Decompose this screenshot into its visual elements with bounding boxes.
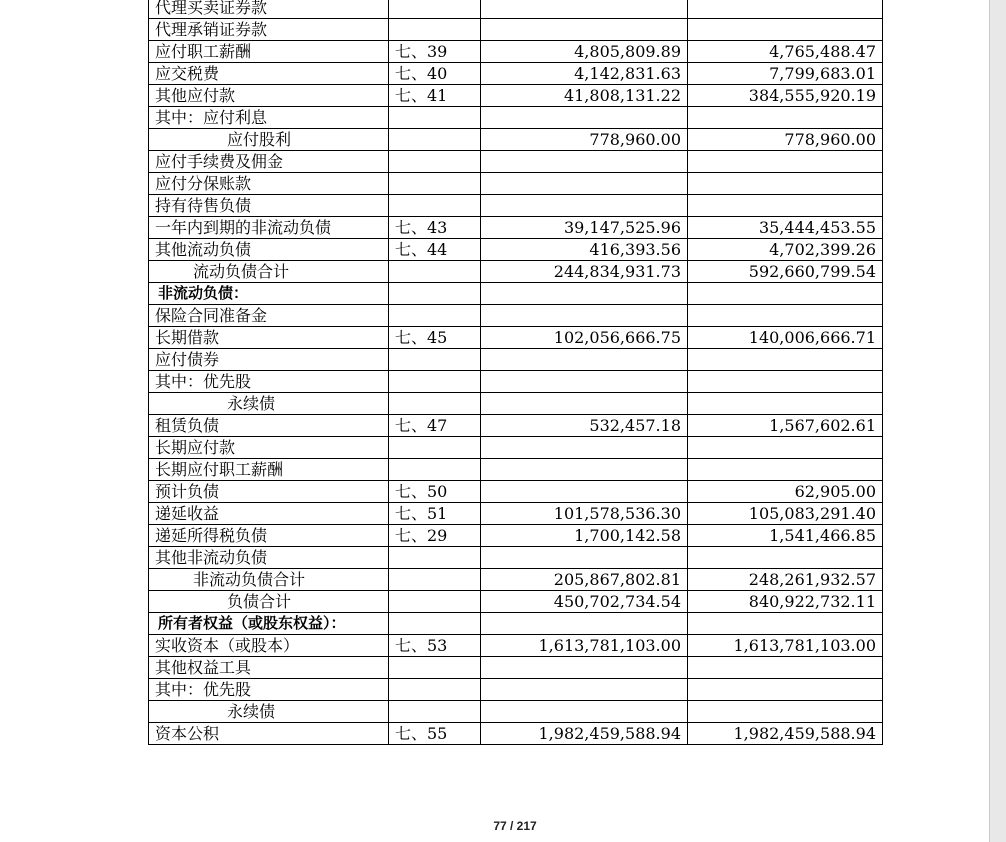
- table-row: [149, 195, 883, 217]
- table-row: [149, 679, 883, 701]
- period-begin-amount-cell: [688, 679, 883, 701]
- period-end-amount-cell: [481, 547, 688, 569]
- note-ref-cell: 七、45: [389, 327, 481, 349]
- item-name-cell: 其中：应付利息: [149, 107, 389, 129]
- note-ref-cell: 七、44: [389, 239, 481, 261]
- period-end-amount-cell: [481, 151, 688, 173]
- note-ref-cell: [389, 349, 481, 371]
- table-row: [149, 129, 883, 151]
- note-ref-cell: [389, 371, 481, 393]
- period-end-amount-cell: 450,702,734.54: [481, 591, 688, 613]
- item-name-cell: 所有者权益（或股东权益）：: [149, 613, 389, 635]
- table-row: [149, 349, 883, 371]
- item-name-cell: 永续债: [149, 701, 389, 723]
- period-begin-amount-cell: [688, 283, 883, 305]
- table-row: [149, 503, 883, 525]
- note-ref-cell: [389, 393, 481, 415]
- note-ref-cell: [389, 107, 481, 129]
- item-name-cell: 应付债券: [149, 349, 389, 371]
- item-name-cell: 流动负债合计: [149, 261, 389, 283]
- period-end-amount-cell: [481, 459, 688, 481]
- period-begin-amount-cell: [688, 459, 883, 481]
- period-begin-amount-cell: 4,702,399.26: [688, 239, 883, 261]
- period-end-amount-cell: 532,457.18: [481, 415, 688, 437]
- period-end-amount-cell: 39,147,525.96: [481, 217, 688, 239]
- table-row: [149, 63, 883, 85]
- section-header-row: [149, 613, 883, 635]
- note-ref-cell: [389, 701, 481, 723]
- note-ref-cell: 七、50: [389, 481, 481, 503]
- balance-sheet-table: [148, 0, 883, 745]
- page-number: 77 / 217: [493, 819, 537, 833]
- note-ref-cell: 七、55: [389, 723, 481, 745]
- note-ref-cell: 七、47: [389, 415, 481, 437]
- note-ref-cell: [389, 547, 481, 569]
- note-ref-cell: 七、29: [389, 525, 481, 547]
- period-begin-amount-cell: 105,083,291.40: [688, 503, 883, 525]
- item-name-cell: 其他非流动负债: [149, 547, 389, 569]
- table-row: [149, 635, 883, 657]
- note-ref-cell: 七、51: [389, 503, 481, 525]
- period-begin-amount-cell: [688, 195, 883, 217]
- period-begin-amount-cell: [688, 107, 883, 129]
- note-ref-cell: [389, 679, 481, 701]
- note-ref-cell: [389, 0, 481, 19]
- item-name-cell: 非流动负债：: [149, 283, 389, 305]
- period-end-amount-cell: [481, 173, 688, 195]
- period-begin-amount-cell: [688, 305, 883, 327]
- period-end-amount-cell: 205,867,802.81: [481, 569, 688, 591]
- item-name-cell: 其他应付款: [149, 85, 389, 107]
- period-begin-amount-cell: [688, 19, 883, 41]
- period-begin-amount-cell: 1,613,781,103.00: [688, 635, 883, 657]
- note-ref-cell: [389, 657, 481, 679]
- item-name-cell: 其他流动负债: [149, 239, 389, 261]
- period-end-amount-cell: [481, 657, 688, 679]
- item-name-cell: 应付股利: [149, 129, 389, 151]
- item-name-cell: 应付手续费及佣金: [149, 151, 389, 173]
- period-end-amount-cell: [481, 679, 688, 701]
- period-end-amount-cell: [481, 613, 688, 635]
- period-end-amount-cell: [481, 19, 688, 41]
- period-begin-amount-cell: 62,905.00: [688, 481, 883, 503]
- table-row: [149, 305, 883, 327]
- note-ref-cell: [389, 195, 481, 217]
- note-ref-cell: [389, 261, 481, 283]
- item-name-cell: 递延所得税负债: [149, 525, 389, 547]
- note-ref-cell: [389, 437, 481, 459]
- period-end-amount-cell: 778,960.00: [481, 129, 688, 151]
- item-name-cell: 保险合同准备金: [149, 305, 389, 327]
- period-end-amount-cell: [481, 0, 688, 19]
- period-end-amount-cell: [481, 107, 688, 129]
- table-row: [149, 459, 883, 481]
- table-row: [149, 393, 883, 415]
- period-end-amount-cell: 1,613,781,103.00: [481, 635, 688, 657]
- item-name-cell: 实收资本（或股本）: [149, 635, 389, 657]
- table-row: [149, 371, 883, 393]
- period-begin-amount-cell: [688, 437, 883, 459]
- item-name-cell: 其中：优先股: [149, 371, 389, 393]
- note-ref-cell: 七、53: [389, 635, 481, 657]
- period-end-amount-cell: 416,393.56: [481, 239, 688, 261]
- table-row: [149, 327, 883, 349]
- note-ref-cell: 七、43: [389, 217, 481, 239]
- table-row: [149, 173, 883, 195]
- period-begin-amount-cell: [688, 173, 883, 195]
- item-name-cell: 代理承销证券款: [149, 19, 389, 41]
- period-end-amount-cell: 41,808,131.22: [481, 85, 688, 107]
- item-name-cell: 代理买卖证券款: [149, 0, 389, 19]
- table-row: [149, 591, 883, 613]
- period-begin-amount-cell: 35,444,453.55: [688, 217, 883, 239]
- period-end-amount-cell: 101,578,536.30: [481, 503, 688, 525]
- table-row: [149, 525, 883, 547]
- table-row: [149, 481, 883, 503]
- period-begin-amount-cell: 7,799,683.01: [688, 63, 883, 85]
- table-row: [149, 19, 883, 41]
- period-begin-amount-cell: 1,567,602.61: [688, 415, 883, 437]
- table-row: [149, 261, 883, 283]
- table-row: [149, 437, 883, 459]
- period-end-amount-cell: [481, 393, 688, 415]
- period-begin-amount-cell: 840,922,732.11: [688, 591, 883, 613]
- period-end-amount-cell: [481, 371, 688, 393]
- item-name-cell: 一年内到期的非流动负债: [149, 217, 389, 239]
- period-begin-amount-cell: 140,006,666.71: [688, 327, 883, 349]
- period-begin-amount-cell: 384,555,920.19: [688, 85, 883, 107]
- period-begin-amount-cell: 248,261,932.57: [688, 569, 883, 591]
- note-ref-cell: 七、41: [389, 85, 481, 107]
- section-header-row: [149, 283, 883, 305]
- note-ref-cell: 七、39: [389, 41, 481, 63]
- note-ref-cell: [389, 569, 481, 591]
- note-ref-cell: [389, 173, 481, 195]
- period-begin-amount-cell: [688, 0, 883, 19]
- period-begin-amount-cell: [688, 657, 883, 679]
- item-name-cell: 其中：优先股: [149, 679, 389, 701]
- period-end-amount-cell: [481, 481, 688, 503]
- period-end-amount-cell: [481, 283, 688, 305]
- table-row: [149, 701, 883, 723]
- table-row: [149, 723, 883, 745]
- item-name-cell: 应交税费: [149, 63, 389, 85]
- note-ref-cell: [389, 19, 481, 41]
- note-ref-cell: [389, 283, 481, 305]
- item-name-cell: 应付职工薪酬: [149, 41, 389, 63]
- table-row: [149, 85, 883, 107]
- period-end-amount-cell: 4,805,809.89: [481, 41, 688, 63]
- period-begin-amount-cell: [688, 349, 883, 371]
- item-name-cell: 资本公积: [149, 723, 389, 745]
- item-name-cell: 长期借款: [149, 327, 389, 349]
- period-begin-amount-cell: [688, 371, 883, 393]
- period-end-amount-cell: 1,700,142.58: [481, 525, 688, 547]
- table-row: [149, 107, 883, 129]
- period-begin-amount-cell: [688, 151, 883, 173]
- note-ref-cell: [389, 613, 481, 635]
- table-row: [149, 569, 883, 591]
- note-ref-cell: [389, 459, 481, 481]
- period-end-amount-cell: 244,834,931.73: [481, 261, 688, 283]
- period-begin-amount-cell: [688, 701, 883, 723]
- item-name-cell: 预计负债: [149, 481, 389, 503]
- balance-sheet-body: [149, 0, 883, 745]
- period-end-amount-cell: 4,142,831.63: [481, 63, 688, 85]
- period-end-amount-cell: 1,982,459,588.94: [481, 723, 688, 745]
- note-ref-cell: 七、40: [389, 63, 481, 85]
- item-name-cell: 递延收益: [149, 503, 389, 525]
- item-name-cell: 永续债: [149, 393, 389, 415]
- period-begin-amount-cell: [688, 613, 883, 635]
- page-scroll-edge: [989, 0, 1006, 842]
- table-row: [149, 547, 883, 569]
- table-row: [149, 239, 883, 261]
- period-end-amount-cell: [481, 701, 688, 723]
- note-ref-cell: [389, 129, 481, 151]
- item-name-cell: 长期应付款: [149, 437, 389, 459]
- item-name-cell: 持有待售负债: [149, 195, 389, 217]
- table-row: [149, 41, 883, 63]
- note-ref-cell: [389, 151, 481, 173]
- period-end-amount-cell: [481, 305, 688, 327]
- period-end-amount-cell: [481, 437, 688, 459]
- item-name-cell: 租赁负债: [149, 415, 389, 437]
- period-begin-amount-cell: 592,660,799.54: [688, 261, 883, 283]
- period-begin-amount-cell: 4,765,488.47: [688, 41, 883, 63]
- period-end-amount-cell: [481, 349, 688, 371]
- table-row: [149, 657, 883, 679]
- period-begin-amount-cell: 778,960.00: [688, 129, 883, 151]
- table-row: [149, 415, 883, 437]
- period-begin-amount-cell: 1,541,466.85: [688, 525, 883, 547]
- period-end-amount-cell: 102,056,666.75: [481, 327, 688, 349]
- period-begin-amount-cell: [688, 393, 883, 415]
- table-row: [149, 217, 883, 239]
- item-name-cell: 长期应付职工薪酬: [149, 459, 389, 481]
- period-begin-amount-cell: [688, 547, 883, 569]
- table-row: [149, 151, 883, 173]
- item-name-cell: 负债合计: [149, 591, 389, 613]
- note-ref-cell: [389, 591, 481, 613]
- note-ref-cell: [389, 305, 481, 327]
- table-row: [149, 0, 883, 19]
- period-end-amount-cell: [481, 195, 688, 217]
- item-name-cell: 非流动负债合计: [149, 569, 389, 591]
- item-name-cell: 其他权益工具: [149, 657, 389, 679]
- period-begin-amount-cell: 1,982,459,588.94: [688, 723, 883, 745]
- item-name-cell: 应付分保账款: [149, 173, 389, 195]
